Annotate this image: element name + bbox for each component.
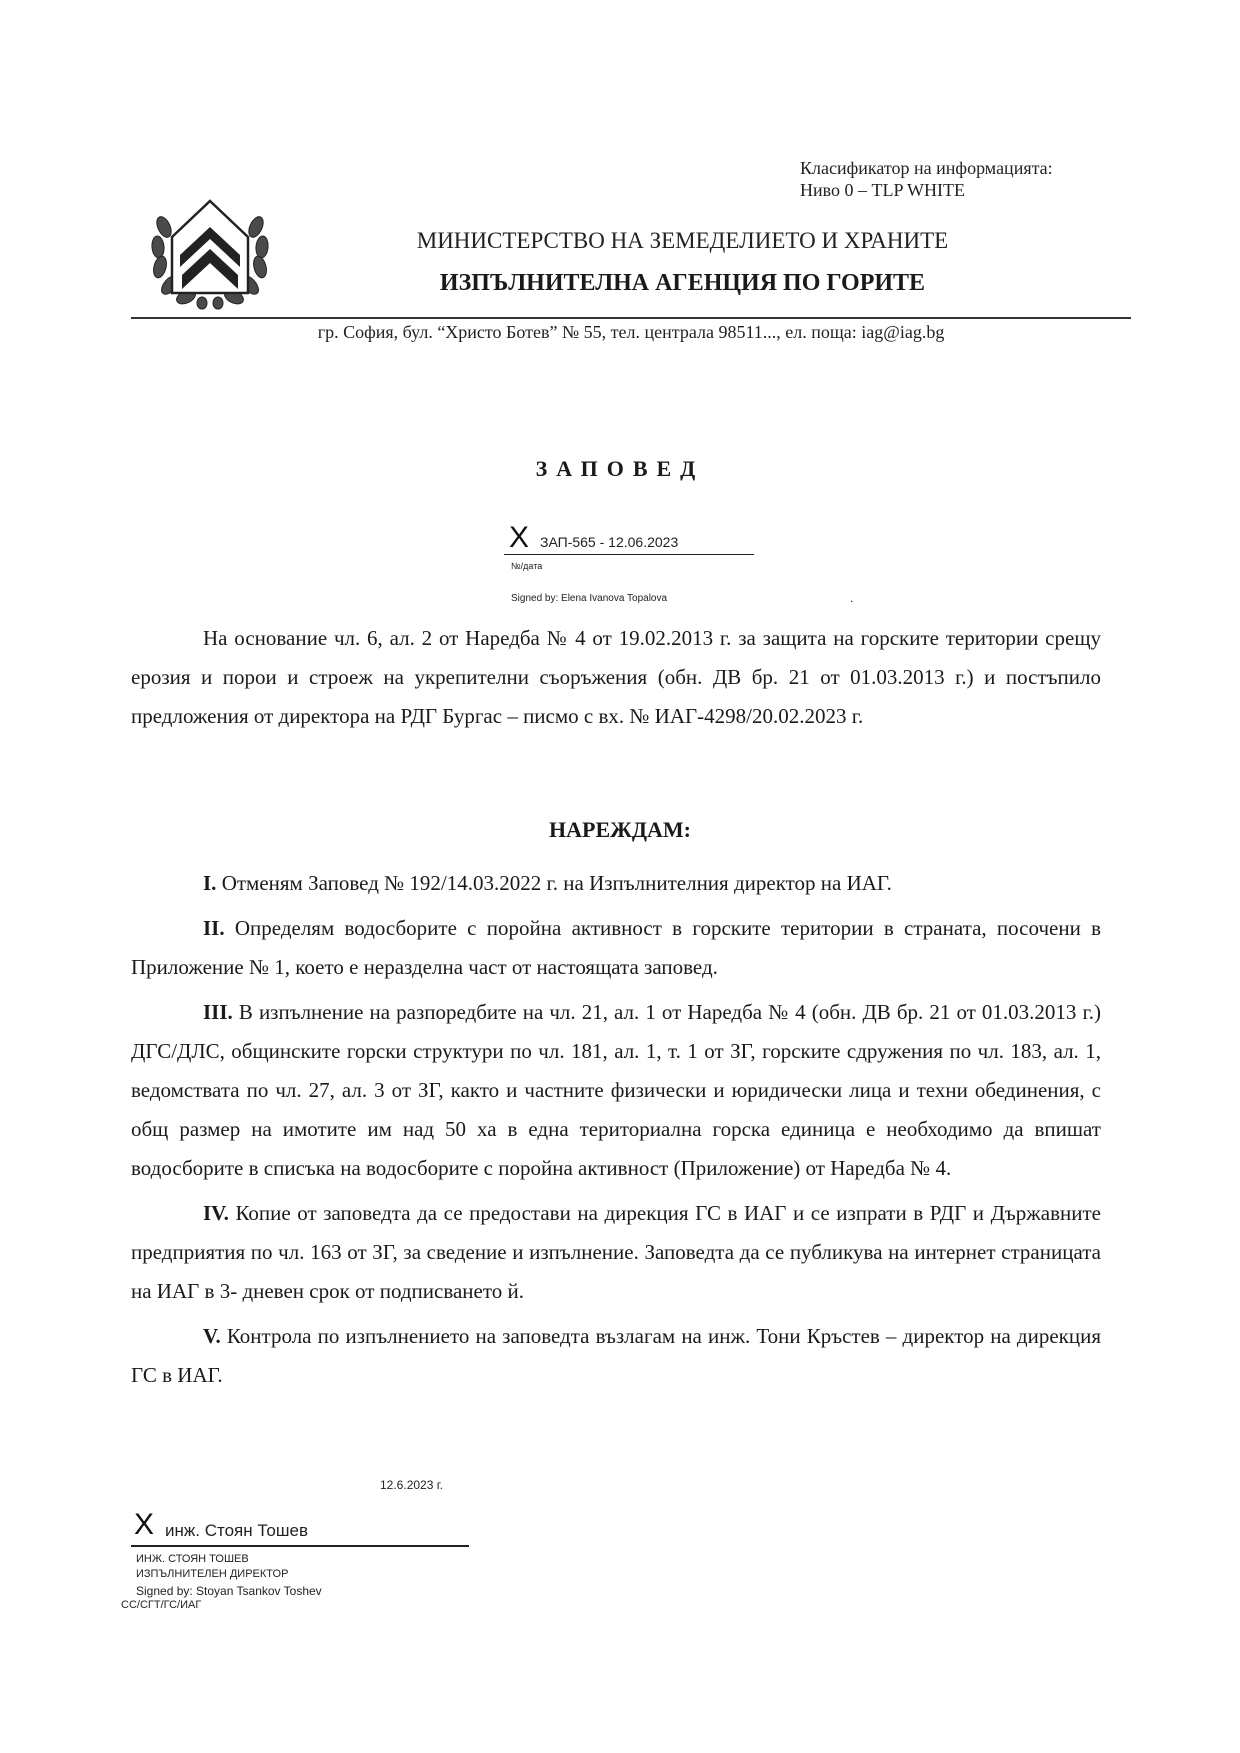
registration-signed-by: Signed by: Elena Ivanova Topalova [511,593,668,604]
item-number: V. [203,1324,221,1348]
preamble-paragraph: На основание чл. 6, ал. 2 от Наредба № 4 от 19.02.2013 г. за защита на горските територии срещу ерозия и порои и строеж на укрепителни съоръжения (обн. ДВ бр. 21 от 01.03.2013 г.) и постъпило предложения от директора на РДГ Бургас – писмо с вх. № ИАГ-4298/20.02.2023 г. [131,626,1101,728]
order-item [131,864,1101,903]
item-text: Определям водосборите с поройна активност в горските територии в страната, посочени в Приложение № 1, което е неразделна част от настоящата заповед. [131,916,1101,979]
item-number: II. [203,916,225,940]
registration-signature-line [504,554,754,555]
agency-name: ИЗПЪЛНИТЕЛНА АГЕНЦИЯ ПО ГОРИТЕ [439,270,926,296]
order-item [131,909,1101,987]
order-item [131,1194,1101,1311]
item-number: I. [203,871,217,895]
information-classifier [800,157,1053,201]
author-initials: СС/СГТ/ГС/ИАГ [121,1599,202,1611]
registration-number: ЗАП-565 - 12.06.2023 [540,534,679,550]
order-preamble [131,619,1101,742]
header-divider [131,317,1131,319]
order-title: ЗАПОВЕД [535,456,705,481]
item-text: Контрола по изпълнението на заповедта възлагам на инж. Тони Кръстев – директор на дирекция ГС в ИАГ. [131,1324,1101,1387]
director-title: ИЗПЪЛНИТЕЛЕН ДИРЕКТОР [136,1568,289,1580]
director-signature-name: инж. Стоян Тошев [165,1521,308,1540]
ministry-name: МИНИСТЕРСТВО НА ЗЕМЕДЕЛИЕТО И ХРАНИТЕ [416,228,949,253]
order-item [131,993,1101,1188]
item-text: В изпълнение на разпоредбите на чл. 21, ал. 1 от Наредба № 4 (обн. ДВ бр. 21 от 01.03.2013 г.) ДГС/ДЛС, общинските горски структури по чл. 181, ал. 1, т. 1 от ЗГ, горските сдружения по чл. 183, ал. 1, ведомствата по чл. 27, ал. 3 от ЗГ, както и частните физически и юридически лица и техни обединения, с общ размер на имотите им над 50 ха в една териториална горска единица е необходимо да впишат водосборите в списъка на водосборите с поройна активност (Приложение) от Наредба № 4. [131,1000,1101,1180]
classifier-level: Ниво 0 – TLP WHITE [800,180,965,200]
classifier-label: Класификатор на информацията: [800,158,1053,178]
stray-dot: . [850,591,854,605]
order-item [131,1317,1101,1395]
director-signed-by: Signed by: Stoyan Tsankov Toshev [136,1584,322,1598]
item-number: IV. [203,1201,229,1225]
order-items [131,864,1101,1401]
registration-signature-mark: X [509,521,530,554]
item-number: III. [203,1000,233,1024]
director-signature-line [131,1545,469,1547]
item-text: Копие от заповедта да се предостави на дирекция ГС в ИАГ и се изпрати в РДГ и Държавните предприятия по чл. 163 от ЗГ, за сведение и изпълнение. Заповедта да се публикува на интернет страницата на ИАГ в 3- дневен срок от подписването й. [131,1201,1101,1303]
director-signature-mark: X [134,1508,155,1541]
order-heading: НАРЕЖДАМ: [549,817,691,842]
registration-caption: №/дата [511,561,543,571]
agency-address: гр. София, бул. “Христо Ботев” № 55, тел. централа 98511..., ел. поща: iag@iag.bg [317,322,945,342]
item-text: Отменям Заповед № 192/14.03.2022 г. на Изпълнителния директор на ИАГ. [216,871,892,895]
director-name: ИНЖ. СТОЯН ТОШЕВ [136,1553,249,1565]
forest-agency-emblem-icon [150,197,270,311]
signature-date: 12.6.2023 г. [380,1478,443,1492]
